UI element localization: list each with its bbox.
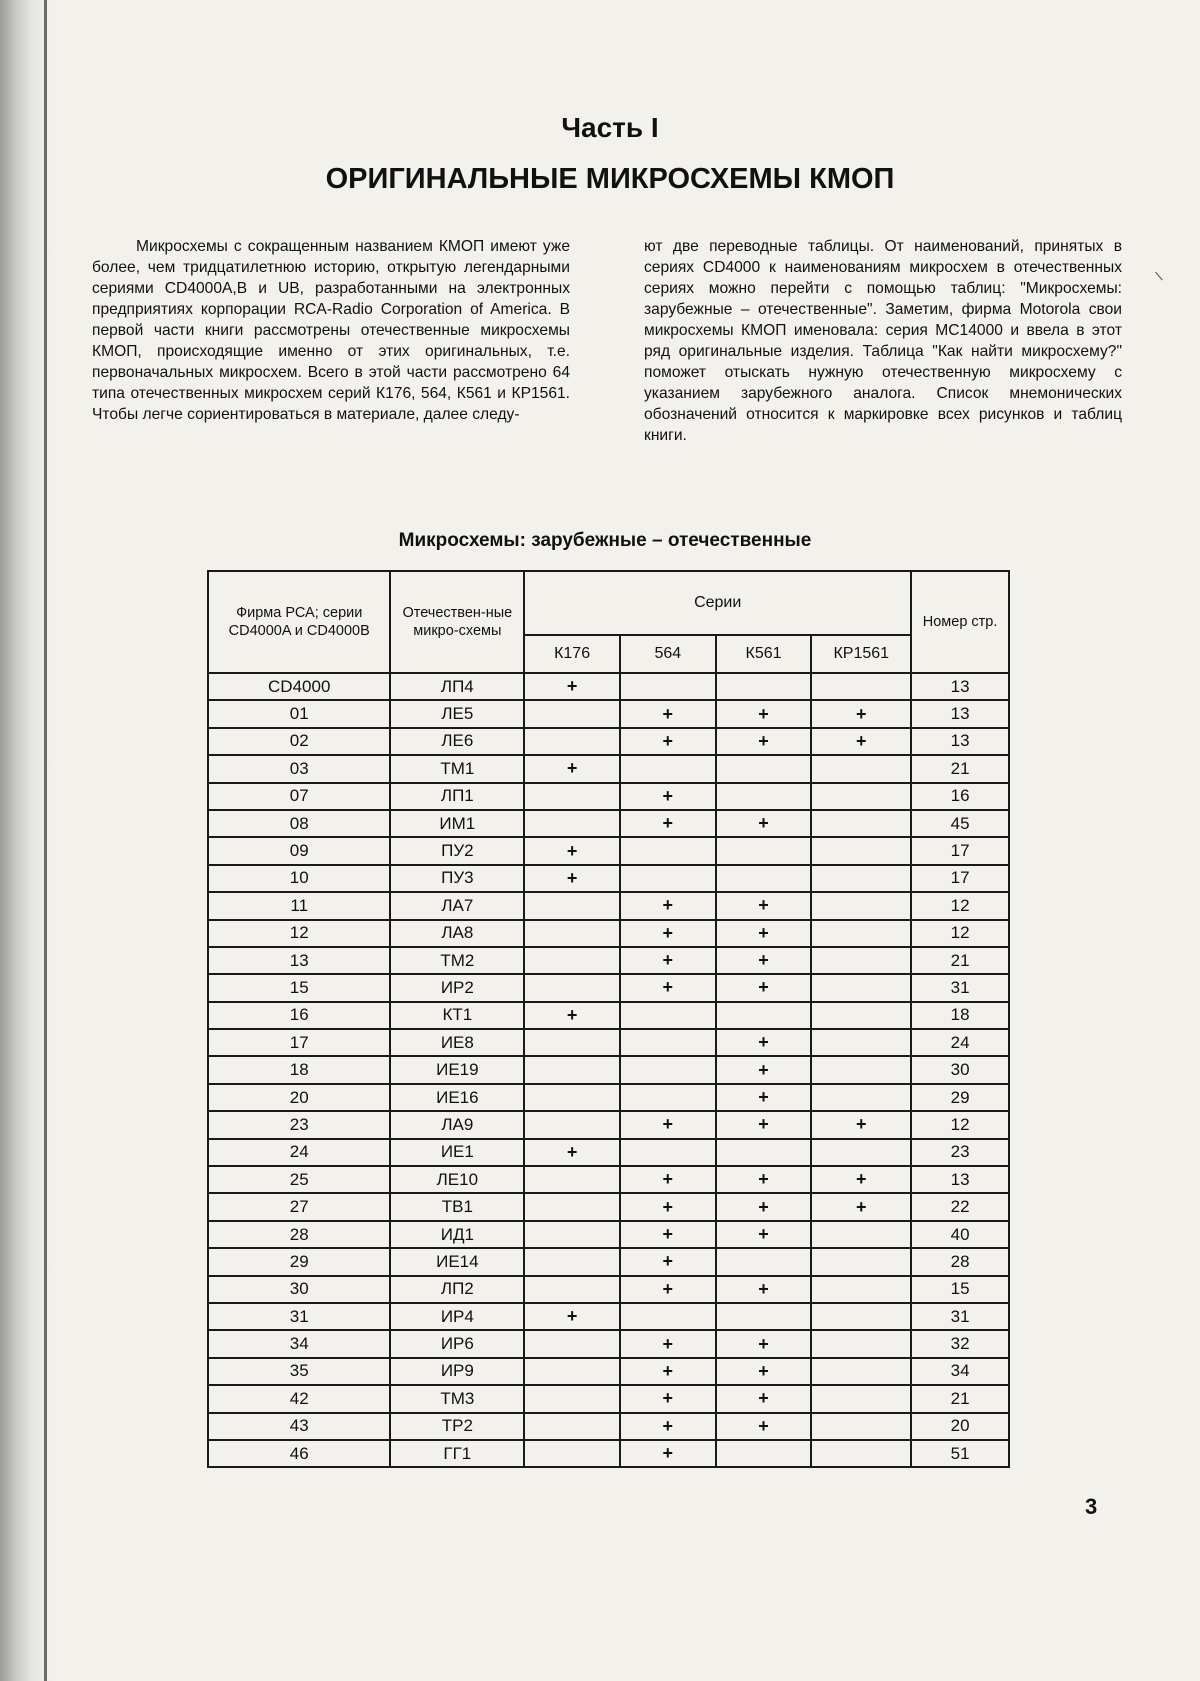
cell-firm-code: 12: [208, 920, 390, 947]
cell-k176: [524, 1111, 620, 1138]
part-title: Часть I: [561, 112, 659, 143]
chips-table: [207, 570, 1010, 1468]
cell-firm-code: 07: [208, 783, 390, 810]
cell-k176: [524, 700, 620, 727]
cell-firm-code: 31: [208, 1303, 390, 1330]
cell-kr1561: [811, 1029, 911, 1056]
cell-page: 23: [911, 1139, 1009, 1166]
cell-k561: +: [716, 1330, 812, 1357]
table-row: [208, 1111, 1009, 1138]
cell-564: [620, 1139, 716, 1166]
cell-k561: +: [716, 1358, 812, 1385]
cell-firm-code: 34: [208, 1330, 390, 1357]
header-series-k176: К176: [524, 635, 620, 673]
cell-domestic-name: ИД1: [390, 1221, 524, 1248]
header-page: Номер стр.: [911, 571, 1009, 673]
cell-k176: [524, 920, 620, 947]
cell-domestic-name: ИР4: [390, 1303, 524, 1330]
cell-k176: +: [524, 755, 620, 782]
cell-firm-code: 24: [208, 1139, 390, 1166]
cell-domestic-name: ЛА9: [390, 1111, 524, 1138]
table-row: [208, 783, 1009, 810]
cell-kr1561: [811, 810, 911, 837]
cell-domestic-name: ТМ2: [390, 947, 524, 974]
cell-k561: [716, 1303, 812, 1330]
table-row: [208, 1166, 1009, 1193]
cell-kr1561: [811, 1385, 911, 1412]
cell-kr1561: [811, 1139, 911, 1166]
table-row: [208, 1139, 1009, 1166]
intro-paragraph-left: Микросхемы с сокращенным названием КМОП имеют уже более, чем тридцатилетнюю историю, открытую легендарными сериями CD4000A,B и UB, разработанными на электронных предприятиях корпорации RCA-Radio Corporation of America. В первой части книги рассмотрены отечественные микросхемы КМОП, происходящие именно от этих оригинальных, т.е. первоначальных микросхем. Всего в этой части рассмотрено 64 типа отечественных микросхем серий К176, 564, К561 и КР1561. Чтобы легче сориентироваться в материале, далее следу-: [92, 238, 570, 423]
cell-page: 13: [911, 700, 1009, 727]
cell-page: 40: [911, 1221, 1009, 1248]
table-row: [208, 947, 1009, 974]
cell-kr1561: [811, 920, 911, 947]
cell-564: [620, 837, 716, 864]
cell-kr1561: [811, 1002, 911, 1029]
cell-kr1561: [811, 865, 911, 892]
cell-domestic-name: КТ1: [390, 1002, 524, 1029]
cell-page: 21: [911, 1385, 1009, 1412]
cell-k561: +: [716, 1111, 812, 1138]
cell-domestic-name: ЛА8: [390, 920, 524, 947]
cell-domestic-name: ЛЕ5: [390, 700, 524, 727]
cell-564: +: [620, 1385, 716, 1412]
cell-kr1561: +: [811, 1166, 911, 1193]
cell-page: 16: [911, 783, 1009, 810]
cell-k176: [524, 1276, 620, 1303]
cell-domestic-name: ИР9: [390, 1358, 524, 1385]
cell-domestic-name: ИЕ19: [390, 1056, 524, 1083]
cell-564: +: [620, 1221, 716, 1248]
cell-564: +: [620, 810, 716, 837]
cell-page: 13: [911, 673, 1009, 700]
cell-page: 22: [911, 1193, 1009, 1220]
table-header-row: [208, 571, 1009, 635]
cell-page: 21: [911, 947, 1009, 974]
cell-564: +: [620, 974, 716, 1001]
cell-k561: +: [716, 1166, 812, 1193]
cell-564: +: [620, 1111, 716, 1138]
cell-564: [620, 755, 716, 782]
cell-page: 15: [911, 1276, 1009, 1303]
cell-k561: +: [716, 1084, 812, 1111]
cell-page: 21: [911, 755, 1009, 782]
cell-firm-code: 01: [208, 700, 390, 727]
cell-firm-code: 42: [208, 1385, 390, 1412]
cell-kr1561: [811, 755, 911, 782]
cell-564: +: [620, 1358, 716, 1385]
cell-domestic-name: ИЕ8: [390, 1029, 524, 1056]
cell-kr1561: [811, 1056, 911, 1083]
cell-k561: +: [716, 1385, 812, 1412]
cell-k561: [716, 1139, 812, 1166]
cell-domestic-name: ЛП4: [390, 673, 524, 700]
cell-domestic-name: ГГ1: [390, 1440, 524, 1467]
table-row: [208, 1330, 1009, 1357]
cell-domestic-name: ТВ1: [390, 1193, 524, 1220]
cell-k561: +: [716, 947, 812, 974]
cell-k561: +: [716, 1221, 812, 1248]
cell-k176: [524, 1221, 620, 1248]
cell-564: +: [620, 920, 716, 947]
page-number: 3: [1085, 1494, 1098, 1519]
cell-564: [620, 1029, 716, 1056]
cell-k176: [524, 810, 620, 837]
cell-page: 31: [911, 974, 1009, 1001]
cell-page: 13: [911, 1166, 1009, 1193]
cell-firm-code: 35: [208, 1358, 390, 1385]
cell-k176: +: [524, 865, 620, 892]
table-row: [208, 1193, 1009, 1220]
cell-k176: +: [524, 673, 620, 700]
cell-k561: +: [716, 1056, 812, 1083]
cell-kr1561: [811, 1276, 911, 1303]
cell-564: +: [620, 892, 716, 919]
table-row: [208, 1029, 1009, 1056]
table-row: [208, 1385, 1009, 1412]
cell-domestic-name: ИЕ14: [390, 1248, 524, 1275]
intro-paragraph-right: ют две переводные таблицы. От наименований, принятых в сериях CD4000 к наименованиям микросхем в отечественных сериях можно перейти с помощью таблиц: "Микросхемы: зарубежные – отечественные". Заметим, фирма Motorola свои микросхемы КМОП именовала: серия МС14000 и ввела в этот ряд оригинальные изделия. Таблица "Как найти микросхему?" поможет отыскать нужную отечественную микросхему с указанием зарубежного аналога. Список мнемонических обозначений относится к маркировке всех рисунков и таблиц книги.: [644, 238, 1122, 444]
cell-k561: +: [716, 1029, 812, 1056]
cell-kr1561: [811, 974, 911, 1001]
cell-domestic-name: ЛП1: [390, 783, 524, 810]
cell-k561: [716, 755, 812, 782]
cell-domestic-name: ЛЕ6: [390, 728, 524, 755]
cell-domestic-name: ЛП2: [390, 1276, 524, 1303]
cell-page: 20: [911, 1413, 1009, 1440]
cell-page: 45: [911, 810, 1009, 837]
cell-k561: +: [716, 974, 812, 1001]
cell-k561: [716, 783, 812, 810]
table-row: [208, 728, 1009, 755]
table-row: [208, 892, 1009, 919]
cell-domestic-name: ИР6: [390, 1330, 524, 1357]
cell-kr1561: [811, 947, 911, 974]
cell-564: +: [620, 1193, 716, 1220]
cell-domestic-name: ТМ1: [390, 755, 524, 782]
cell-firm-code: 46: [208, 1440, 390, 1467]
cell-firm-code: 10: [208, 865, 390, 892]
table-row: [208, 700, 1009, 727]
cell-k561: [716, 1440, 812, 1467]
table-row: [208, 1248, 1009, 1275]
cell-564: [620, 1002, 716, 1029]
scan-mark: \: [1153, 267, 1165, 285]
cell-k561: [716, 673, 812, 700]
cell-564: +: [620, 700, 716, 727]
cell-firm-code: 28: [208, 1221, 390, 1248]
cell-k176: [524, 1193, 620, 1220]
cell-page: 29: [911, 1084, 1009, 1111]
cell-k176: [524, 1029, 620, 1056]
cell-firm-code: 20: [208, 1084, 390, 1111]
cell-k176: [524, 783, 620, 810]
cell-kr1561: [811, 1303, 911, 1330]
cell-page: 17: [911, 865, 1009, 892]
cell-page: 30: [911, 1056, 1009, 1083]
cell-firm-code: 18: [208, 1056, 390, 1083]
table-row: [208, 755, 1009, 782]
cell-firm-code: 13: [208, 947, 390, 974]
table-body: [208, 673, 1009, 1467]
cell-domestic-name: ЛЕ10: [390, 1166, 524, 1193]
cell-k561: +: [716, 700, 812, 727]
cell-firm-code: 29: [208, 1248, 390, 1275]
cell-kr1561: +: [811, 728, 911, 755]
cell-page: 18: [911, 1002, 1009, 1029]
cell-domestic-name: ТР2: [390, 1413, 524, 1440]
cell-k176: +: [524, 1303, 620, 1330]
cell-page: 13: [911, 728, 1009, 755]
cell-page: 12: [911, 1111, 1009, 1138]
cell-k561: +: [716, 728, 812, 755]
cell-564: +: [620, 1248, 716, 1275]
cell-firm-code: 08: [208, 810, 390, 837]
cell-page: 51: [911, 1440, 1009, 1467]
cell-firm-code: 43: [208, 1413, 390, 1440]
cell-564: [620, 1056, 716, 1083]
cell-564: +: [620, 728, 716, 755]
cell-k561: +: [716, 920, 812, 947]
cell-564: [620, 673, 716, 700]
cell-k561: [716, 1002, 812, 1029]
table-row: [208, 1056, 1009, 1083]
cell-page: 28: [911, 1248, 1009, 1275]
cell-firm-code: 15: [208, 974, 390, 1001]
cell-firm-code: 11: [208, 892, 390, 919]
cell-k561: [716, 1248, 812, 1275]
cell-domestic-name: ТМ3: [390, 1385, 524, 1412]
header-series-k561: К561: [716, 635, 812, 673]
header-domestic: Отечествен-ные микро-схемы: [390, 571, 524, 673]
cell-kr1561: [811, 1440, 911, 1467]
cell-564: [620, 1303, 716, 1330]
cell-564: +: [620, 1330, 716, 1357]
cell-kr1561: +: [811, 1111, 911, 1138]
cell-564: +: [620, 1276, 716, 1303]
cell-k176: +: [524, 1139, 620, 1166]
cell-page: 12: [911, 920, 1009, 947]
cell-page: 32: [911, 1330, 1009, 1357]
cell-firm-code: 25: [208, 1166, 390, 1193]
cell-domestic-name: ИР2: [390, 974, 524, 1001]
table-row: [208, 1221, 1009, 1248]
table-row: [208, 1303, 1009, 1330]
cell-k561: +: [716, 1413, 812, 1440]
cell-firm-code: 02: [208, 728, 390, 755]
cell-k176: [524, 1330, 620, 1357]
cell-k176: +: [524, 837, 620, 864]
cell-k176: [524, 1385, 620, 1412]
cell-page: 12: [911, 892, 1009, 919]
cell-k176: [524, 892, 620, 919]
cell-k176: [524, 1248, 620, 1275]
cell-k176: [524, 1166, 620, 1193]
cell-page: 17: [911, 837, 1009, 864]
table-row: [208, 974, 1009, 1001]
table-title: Микросхемы: зарубежные – отечественные: [398, 530, 812, 551]
table-row: [208, 837, 1009, 864]
cell-firm-code: 23: [208, 1111, 390, 1138]
cell-firm-code: 16: [208, 1002, 390, 1029]
cell-kr1561: [811, 673, 911, 700]
cell-kr1561: +: [811, 1193, 911, 1220]
table-row: [208, 1358, 1009, 1385]
cell-page: 34: [911, 1358, 1009, 1385]
cell-k176: [524, 1056, 620, 1083]
cell-k176: [524, 1413, 620, 1440]
table-row: [208, 920, 1009, 947]
table-row: [208, 865, 1009, 892]
cell-k176: [524, 728, 620, 755]
cell-k561: [716, 865, 812, 892]
cell-kr1561: +: [811, 700, 911, 727]
header-series-564: 564: [620, 635, 716, 673]
cell-564: [620, 1084, 716, 1111]
table-row: [208, 673, 1009, 700]
cell-k561: +: [716, 1193, 812, 1220]
cell-k176: +: [524, 1002, 620, 1029]
cell-kr1561: [811, 1084, 911, 1111]
cell-kr1561: [811, 1358, 911, 1385]
header-firm: Фирма РСА; серии CD4000A и CD4000B: [208, 571, 390, 673]
cell-k176: [524, 1358, 620, 1385]
cell-kr1561: [811, 1413, 911, 1440]
cell-564: +: [620, 1413, 716, 1440]
cell-k561: [716, 837, 812, 864]
cell-domestic-name: ЛА7: [390, 892, 524, 919]
cell-k561: +: [716, 810, 812, 837]
table-row: [208, 1276, 1009, 1303]
cell-kr1561: [811, 837, 911, 864]
cell-564: +: [620, 1166, 716, 1193]
cell-domestic-name: ИЕ16: [390, 1084, 524, 1111]
cell-firm-code: 03: [208, 755, 390, 782]
cell-564: +: [620, 1440, 716, 1467]
cell-k176: [524, 1440, 620, 1467]
cell-k561: +: [716, 892, 812, 919]
cell-kr1561: [811, 1330, 911, 1357]
table-row: [208, 810, 1009, 837]
cell-firm-code: 30: [208, 1276, 390, 1303]
table-row: [208, 1084, 1009, 1111]
cell-firm-code: 09: [208, 837, 390, 864]
cell-kr1561: [811, 1221, 911, 1248]
table-row: [208, 1002, 1009, 1029]
cell-564: +: [620, 783, 716, 810]
cell-domestic-name: ПУ2: [390, 837, 524, 864]
cell-page: 24: [911, 1029, 1009, 1056]
book-spine-edge: [44, 0, 47, 1681]
cell-564: [620, 865, 716, 892]
cell-kr1561: [811, 1248, 911, 1275]
cell-domestic-name: ИЕ1: [390, 1139, 524, 1166]
cell-k176: [524, 1084, 620, 1111]
cell-564: +: [620, 947, 716, 974]
cell-firm-code: 27: [208, 1193, 390, 1220]
table-row: [208, 1413, 1009, 1440]
cell-k561: +: [716, 1276, 812, 1303]
header-series: Серии: [524, 571, 911, 635]
cell-firm-code: CD4000: [208, 673, 390, 700]
cell-page: 31: [911, 1303, 1009, 1330]
table-row: [208, 1440, 1009, 1467]
cell-k176: [524, 974, 620, 1001]
header-series-kr1561: КР1561: [811, 635, 911, 673]
cell-kr1561: [811, 892, 911, 919]
cell-k176: [524, 947, 620, 974]
cell-domestic-name: ПУ3: [390, 865, 524, 892]
cell-domestic-name: ИМ1: [390, 810, 524, 837]
cell-firm-code: 17: [208, 1029, 390, 1056]
page-title: ОРИГИНАЛЬНЫЕ МИКРОСХЕМЫ КМОП: [325, 163, 895, 195]
cell-kr1561: [811, 783, 911, 810]
